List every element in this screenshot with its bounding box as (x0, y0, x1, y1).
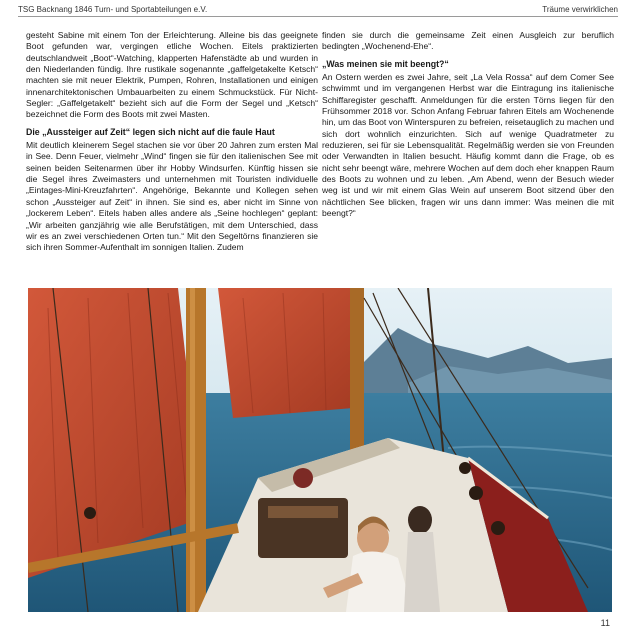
right-paragraph-1: finden sie durch die gemeinsame Zeit einen Ausgleich zur beruflich bedingten „Wochenend-Ehe“. (322, 30, 614, 52)
right-subheading: „Was meinen sie mit beengt?“ (322, 58, 449, 69)
club-name: TSG Backnang 1846 Turn- und Sportabteilungen e.V. (18, 4, 208, 14)
left-subheading: Die „Aussteiger auf Zeit“ legen sich nicht auf die faule Haut (26, 126, 275, 137)
sailboat-photo (28, 288, 612, 612)
right-paragraph-2: An Ostern werden es zwei Jahre, seit „La Vela Rossa“ auf dem Comer See schwimmt und im vergangenen Herbst war die Eintragung ins italienische Schiffaregister geschafft. Anmeldungen für die ersten Törns liegen für den Frühsommer 2018 vor. Schon Anfang Februar fahren Eitels am Wochenende hin, um das Boot von Winterspuren zu befreien, reisetauglich zu machen und sich dort wohnlich einzurichten. Sich auf wenige Quadratmeter zu reduzieren, sei für sie Lebensqualität. Regelmäßig werden sie von Freunden oder Verwandten in Italien besucht. Häufig kommt dann die Frage, ob es nicht sehr beengt wäre, mehrere Wochen auf dem doch eher knappen Raum des Boots zu wohnen und zu leben. „Am Abend, wenn der Besuch wieder weg ist und wir mit einem Glas Wein auf unserem Boot sitzend über den nächtlichen See blicken, fragen wir uns dann immer: Was meinen die mit beengt?“ (322, 72, 614, 219)
left-paragraph-1: gesteht Sabine mit einem Ton der Erleichterung. Alleine bis das geeignete Boot gefunden war, vergingen etliche Wochen. Eitels praktizierten deutschlandweit „Boot“-Watching, klapperten Hafenstädte ab und wurden in den Niederlanden fündig. Ihre rustikale sogenannte „gaffelgetakelte Ketsch“ machten sie mit neuer Elektrik, Pumpen, Rohren, Installationen und einigen innenarchitektonischen Umbauarbeiten zu einem Schmuckstück. Für Nicht-Segler: „Gaffelgetakelt“ bezieht sich auf die Form der Segel und „Ketsch“ bezeichnet die Form des Boots mit zwei Masten. (26, 30, 318, 120)
page-header (18, 2, 618, 16)
header-divider (18, 16, 618, 17)
right-column (322, 30, 614, 220)
left-paragraph-2: Mit deutlich kleinerem Segel stachen sie vor über 20 Jahren zum ersten Mal in See. Denn Feuer, vielmehr „Wind“ fingen sie für den italienischen See mit seinen beiden Seitenarmen über ihr Hobby Windsurfen. Künftig hissen sie die Segel ihres Zweimasters und unternehmen mit Touristen individuelle „Eintages-Mini-Kreuzfahrten“. Angehörige, Bekannte und Kollegen sehen schon „Aussteiger auf Zeit“ in ihnen. Sie sind es, aber nicht im Sinne von „lockerem Leben“. Eitels haben alles andere als „Seine hochlegen“ geplant: „Wir arbeiten ganzjährig wie alle Berufstätigen, mit dem Unterschied, dass wir es an zwei verschiedenen Orten tun.“ Mit den Segeltörns finanzieren sie sich ihren Sommer-Aufenthalt im sonnigen Italien. Zudem (26, 140, 318, 253)
left-column (26, 30, 318, 254)
page-number: 11 (600, 618, 610, 628)
section-title: Träume verwirklichen (542, 4, 618, 14)
